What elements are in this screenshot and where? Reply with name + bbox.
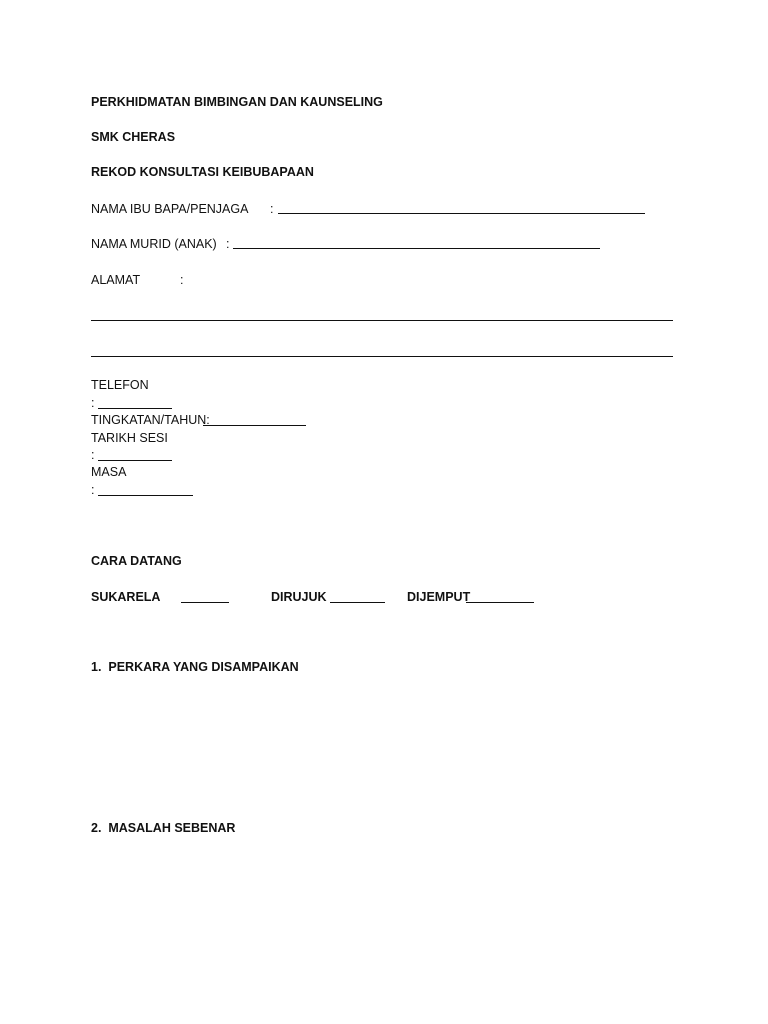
- phone-label: TELEFON: [91, 378, 149, 392]
- section-heading: 2. MASALAH SEBENAR: [91, 821, 236, 835]
- student-name-colon: :: [226, 237, 230, 251]
- referred-field[interactable]: [330, 602, 385, 603]
- voluntary-field[interactable]: [181, 602, 229, 603]
- student-name-field[interactable]: [233, 248, 600, 249]
- section-heading: 1. PERKARA YANG DISAMPAIKAN: [91, 660, 299, 674]
- voluntary-label: SUKARELA: [91, 590, 161, 604]
- arrival-heading: CARA DATANG: [91, 554, 182, 568]
- session-date-label: TARIKH SESI: [91, 431, 168, 445]
- invited-field[interactable]: [466, 602, 534, 603]
- parent-name-label: NAMA IBU BAPA/PENJAGA: [91, 202, 249, 216]
- time-field[interactable]: [98, 495, 193, 496]
- time-label: MASA: [91, 465, 127, 479]
- service-title: PERKHIDMATAN BIMBINGAN DAN KAUNSELING: [91, 95, 383, 109]
- address-colon: :: [180, 273, 184, 287]
- parent-name-colon: :: [270, 202, 274, 216]
- phone-colon: :: [91, 396, 95, 410]
- record-title: REKOD KONSULTASI KEIBUBAPAAN: [91, 165, 314, 179]
- session-date-colon: :: [91, 448, 95, 462]
- referred-label: DIRUJUK: [271, 590, 327, 604]
- address-label: ALAMAT: [91, 273, 141, 287]
- time-colon: :: [91, 483, 95, 497]
- student-name-label: NAMA MURID (ANAK): [91, 237, 217, 251]
- session-date-field[interactable]: [98, 460, 172, 461]
- form-year-label: TINGKATAN/TAHUN:: [91, 413, 210, 427]
- phone-field[interactable]: [98, 408, 172, 409]
- parent-name-field[interactable]: [278, 213, 645, 214]
- form-year-field[interactable]: [203, 425, 306, 426]
- invited-label: DIJEMPUT: [407, 590, 471, 604]
- address-line-2[interactable]: [91, 356, 673, 357]
- address-line-1[interactable]: [91, 320, 673, 321]
- school-name: SMK CHERAS: [91, 130, 176, 144]
